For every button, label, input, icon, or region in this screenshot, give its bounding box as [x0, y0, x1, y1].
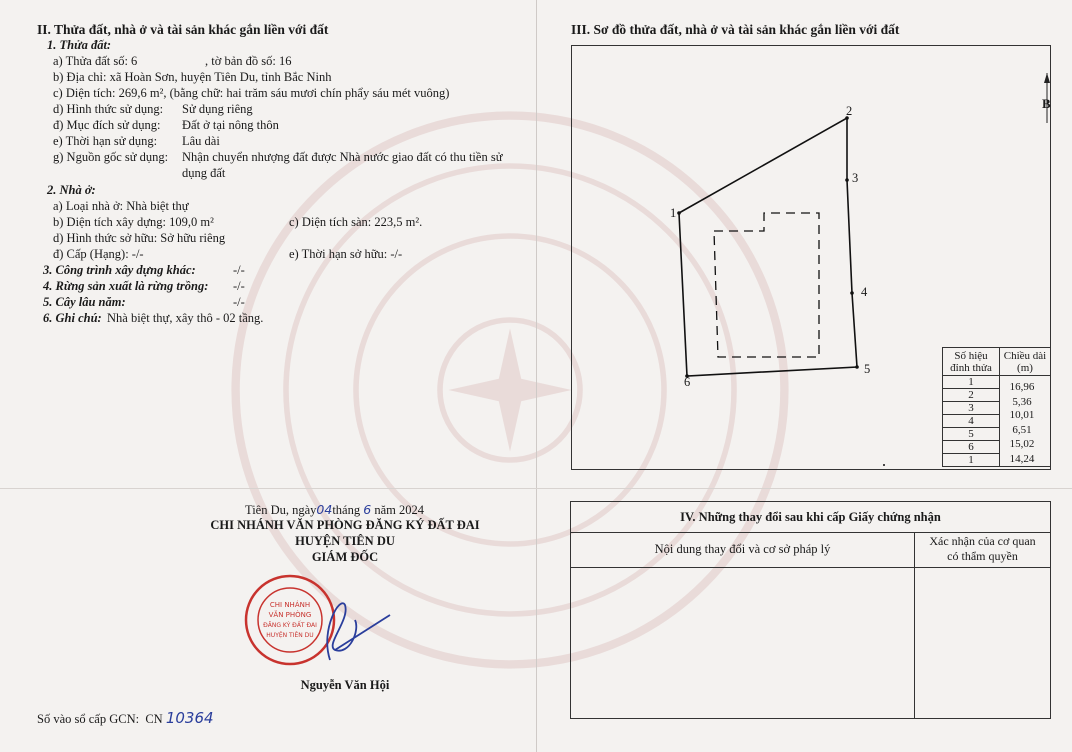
- land-title: 1. Thửa đất:: [47, 38, 112, 52]
- changes-col-confirm: Xác nhận của cơ quan có thẩm quyền: [929, 534, 1036, 563]
- house-grade: đ) Cấp (Hạng): -/-: [53, 247, 144, 261]
- forest-value: -/-: [233, 279, 245, 293]
- table-length: 10,01: [1009, 409, 1035, 421]
- seal-text-2: VĂN PHÒNG: [268, 611, 312, 619]
- land-term-value: Lâu dài: [182, 134, 220, 148]
- vertex-2: 2: [846, 104, 853, 118]
- signature-scribble: [300, 590, 400, 670]
- register-label: Số vào sổ cấp GCN:: [37, 712, 140, 726]
- table-length: 14,24: [1009, 453, 1035, 465]
- fold-line-vertical: [536, 0, 537, 752]
- sign-month: 6: [363, 502, 372, 517]
- house-floor-area: c) Diện tích sàn: 223,5 m².: [289, 215, 423, 229]
- sign-year: năm 2024: [374, 503, 424, 517]
- forest-label: 4. Rừng sản xuất là rừng trồng:: [43, 279, 209, 293]
- vertex-3: 3: [852, 171, 859, 185]
- house-title: 2. Nhà ở:: [47, 183, 96, 197]
- table-length: 6,51: [1012, 424, 1032, 436]
- table-length: 15,02: [1009, 438, 1035, 450]
- sign-day: 04: [316, 502, 333, 517]
- table-point: 5: [943, 428, 1000, 441]
- changes-table: [570, 501, 1051, 719]
- seal-text-4: HUYỆN TIÊN DU: [266, 632, 314, 639]
- register-number: 10364: [165, 709, 214, 727]
- sign-date: [245, 502, 424, 518]
- other-works-value: -/-: [233, 263, 245, 277]
- land-purpose-label: đ) Mục đích sử dụng:: [53, 118, 161, 132]
- table-length: 16,96: [1009, 381, 1035, 393]
- table-header-point: Số hiệu đỉnh thửa: [943, 348, 1000, 376]
- sign-month-word: tháng: [332, 503, 361, 517]
- sign-place: Tiên Du, ngày: [245, 503, 317, 517]
- seal-text-3: ĐĂNG KÝ ĐẤT ĐAI: [263, 622, 317, 629]
- house-build-area: b) Diện tích xây dựng: 109,0 m²: [53, 215, 214, 229]
- note-value: Nhà biệt thự, xây thô - 02 tầng.: [107, 311, 264, 325]
- vertex-6: 6: [684, 375, 691, 389]
- table-point: 2: [943, 389, 1000, 402]
- land-map-sheet: , tờ bản đồ số: 16: [205, 54, 292, 68]
- perennial-value: -/-: [233, 295, 245, 309]
- seal-text-1: CHI NHÁNH: [269, 601, 311, 609]
- register-prefix: CN: [145, 712, 163, 726]
- signer-name: Nguyễn Văn Hội: [300, 678, 390, 692]
- house-type: a) Loại nhà ở: Nhà biệt thự: [53, 199, 189, 213]
- table-point: 4: [943, 415, 1000, 428]
- table-point: 6: [943, 441, 1000, 454]
- land-area: c) Diện tích: 269,6 m², (bằng chữ: hai trăm sáu mươi chín phẩy sáu mét vuông): [53, 86, 450, 100]
- table-length: 5,36: [1012, 396, 1032, 408]
- office-line-1: CHI NHÁNH VĂN PHÒNG ĐĂNG KÝ ĐẤT ĐAI: [210, 518, 480, 532]
- parcel-boundary: [679, 118, 857, 376]
- north-label: B: [1042, 96, 1051, 111]
- land-origin-value-2: dụng đất: [182, 166, 226, 180]
- house-footprint: [714, 213, 819, 357]
- changes-col-content: Nội dung thay đổi và cơ sở pháp lý: [654, 542, 831, 556]
- land-address: b) Địa chỉ: xã Hoàn Sơn, huyện Tiên Du, tỉnh Bắc Ninh: [53, 70, 332, 84]
- section-3-title: III. Sơ đồ thửa đất, nhà ở và tài sản khác gắn liền với đất: [571, 22, 900, 37]
- perennial-label: 5. Cây lâu năm:: [43, 295, 126, 309]
- vertex-4: 4: [861, 285, 868, 299]
- fold-line-horizontal: [0, 488, 1072, 489]
- land-purpose-value: Đất ở tại nông thôn: [182, 118, 279, 132]
- table-point: 1: [943, 454, 1000, 467]
- land-term-label: e) Thời hạn sử dụng:: [53, 134, 158, 148]
- other-works-label: 3. Công trình xây dựng khác:: [43, 263, 196, 277]
- house-ownership: d) Hình thức sở hữu: Sở hữu riêng: [53, 231, 226, 245]
- land-parcel-number: a) Thửa đất số: 6: [53, 54, 138, 68]
- table-point: 1: [943, 376, 1000, 389]
- office-role: GIÁM ĐỐC: [311, 550, 379, 564]
- section-2-title: II. Thửa đất, nhà ở và tài sản khác gắn liền với đất: [37, 22, 329, 37]
- land-use-form-value: Sử dụng riêng: [182, 102, 253, 116]
- land-origin-value-1: Nhận chuyển nhượng đất được Nhà nước giao đất có thu tiền sử: [182, 150, 503, 164]
- table-header-length: Chiều dài (m): [1000, 348, 1051, 376]
- house-ownership-term: e) Thời hạn sở hữu: -/-: [289, 247, 403, 261]
- office-line-2: HUYỆN TIÊN DU: [295, 534, 395, 548]
- section-4-title: IV. Những thay đổi sau khi cấp Giấy chứng nhận: [571, 502, 1050, 533]
- land-origin-label: g) Nguồn gốc sử dụng:: [53, 150, 169, 164]
- table-point: 3: [943, 402, 1000, 415]
- register-row: [37, 709, 214, 727]
- land-use-form-label: d) Hình thức sử dụng:: [53, 102, 164, 116]
- note-label: 6. Ghi chú:: [43, 311, 102, 325]
- vertex-5: 5: [864, 362, 871, 376]
- vertex-1: 1: [670, 206, 677, 220]
